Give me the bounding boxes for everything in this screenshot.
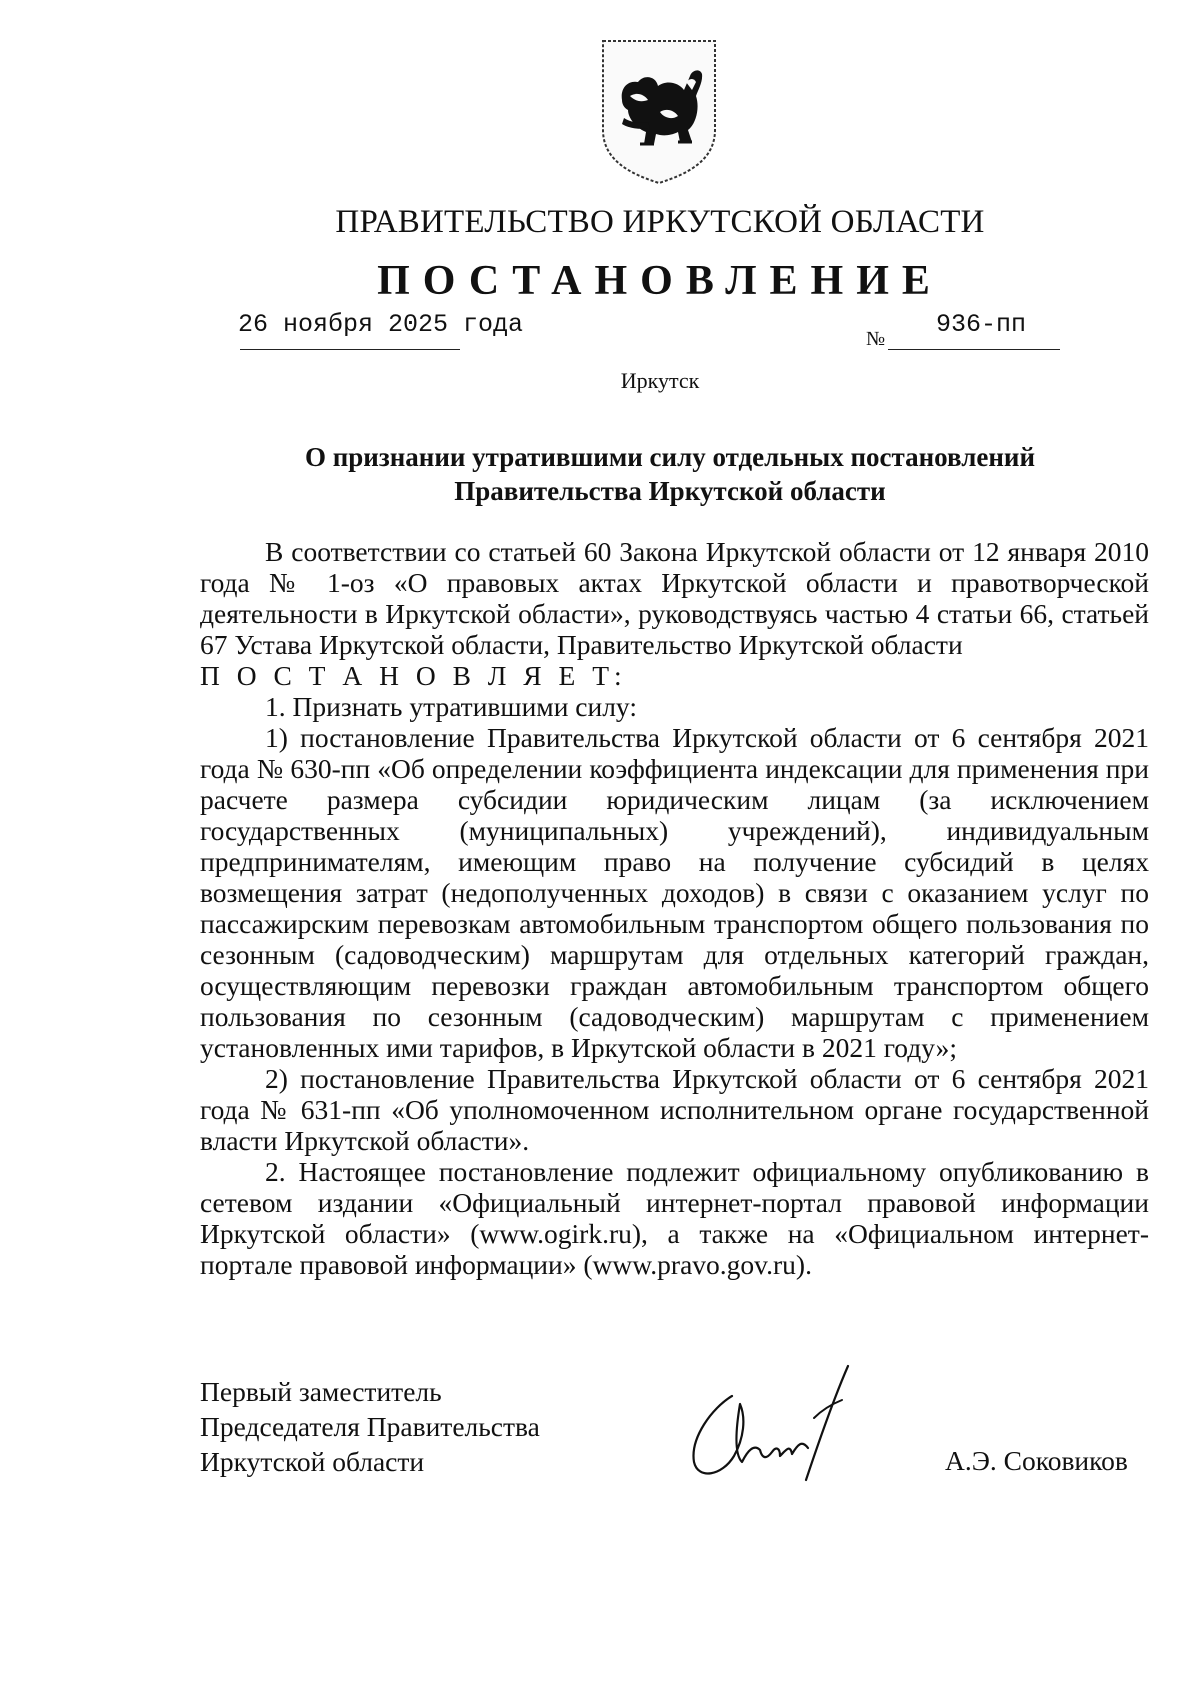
signatory-position [200,1374,540,1479]
date-underline [240,349,460,350]
document-title [200,440,1140,508]
handwritten-signature [672,1358,882,1494]
document-body [200,536,1149,1280]
signatory-position-line-3: Иркутской области [200,1446,425,1477]
document-type: ПОСТАНОВЛЕНИЕ [377,258,943,304]
document-date: 26 ноября 2025 года [238,310,524,339]
irkutsk-coat-of-arms-icon [600,38,718,186]
document-number: 936-пп [936,310,1027,339]
item-1-subitem-2: 2) постановление Правительства Иркутской области от 6 сентября 2021 года № 631-пп «Об уполномоченном исполнительном органе государственной власти Иркутской области». [200,1063,1149,1156]
signatory-position-line-2: Председателя Правительства [200,1411,540,1442]
item-1: 1. Признать утратившими силу: [265,691,637,722]
government-name: ПРАВИТЕЛЬСТВО ИРКУТСКОЙ ОБЛАСТИ [335,204,985,240]
number-sign: № [866,328,886,350]
signatory-position-line-1: Первый заместитель [200,1376,442,1407]
preamble-paragraph: В соответствии со статьей 60 Закона Иркутской области от 12 января 2010 года № 1-оз «О правовых актах Иркутской области и правотворческой деятельности в Иркутской области», руководствуясь частью 4 статьи 66, статьей 67 Устава Иркутской области, Правительство Иркутской области [200,536,1149,660]
item-1-subitem-1: 1) постановление Правительства Иркутской области от 6 сентября 2021 года № 630-пп «Об определении коэффициента индексации для применения при расчете размера субсидии юридическим лицам (за исключением государственных (муниципальных) учреждений), индивидуальным предпринимателям, имеющим право на получение субсидий в целях возмещения затрат (недополученных доходов) в связи с оказанием услуг по пассажирским перевозкам автомобильным транспортом общего пользования по сезонным (садоводческим) маршрутам для отдельных категорий граждан, осуществляющим перевозки граждан автомобильным транспортом общего пользования по сезонным (садоводческим) маршрутам с применением установленных ими тарифов, в Иркутской области в 2021 году»; [200,722,1149,1063]
document-title-line-1: О признании утратившими силу отдельных постановлений [304,442,1036,472]
item-2: 2. Настоящее постановление подлежит официальному опубликованию в сетевом издании «Официальный интернет-портал правовой информации Иркутской области» (www.ogirk.ru), а также на «Официальном интернет-портале правовой информации» (www.pravo.gov.ru). [200,1156,1149,1280]
document-city: Иркутск [620,368,700,393]
signatory-name: А.Э. Соковиков [945,1445,1128,1476]
number-underline [888,349,1060,350]
resolves-heading: П О С Т А Н О В Л Я Е Т: [200,660,627,691]
document-title-line-2: Правительства Иркутской области [454,476,886,506]
